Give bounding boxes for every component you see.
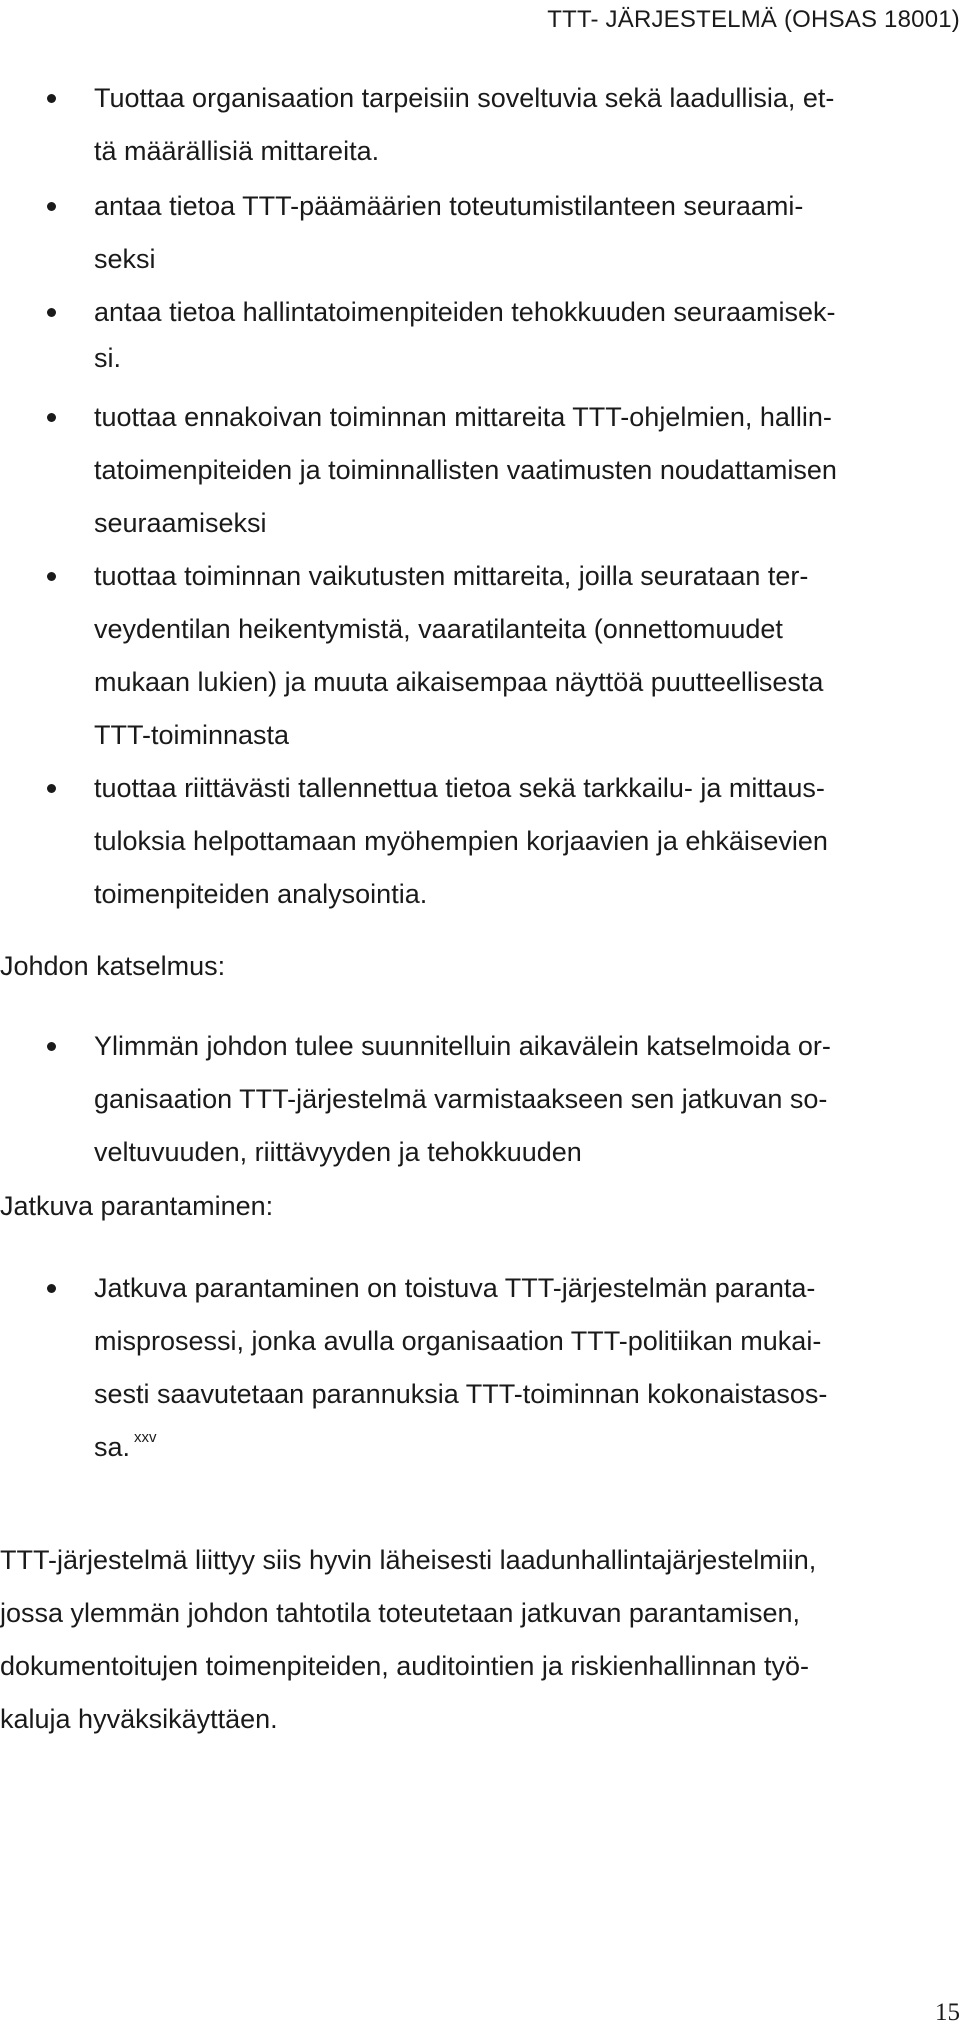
page-header: TTT- JÄRJESTELMÄ (OHSAS 18001) bbox=[547, 6, 960, 33]
list-item-line: Ylimmän johdon tulee suunnitelluin aikavälein katselmoida or- bbox=[94, 1031, 831, 1061]
list-item-line: sesti saavutetaan parannuksia TTT-toiminnan kokonaistasos- bbox=[94, 1379, 828, 1409]
summary-paragraph bbox=[0, 1534, 816, 1746]
list-item-line: toimenpiteiden analysointia. bbox=[94, 879, 428, 909]
list-item bbox=[0, 762, 955, 921]
footnote-reference[interactable]: xxv bbox=[134, 1429, 157, 1446]
list-item-line: si. bbox=[94, 343, 121, 373]
section-heading-continuous-improvement: Jatkuva parantaminen: bbox=[0, 1191, 274, 1221]
list-item bbox=[0, 550, 955, 762]
paragraph-line: kaluja hyväksikäyttäen. bbox=[0, 1704, 278, 1734]
section-heading-management-review: Johdon katselmus: bbox=[0, 951, 226, 981]
list-item-line: tuottaa toiminnan vaikutusten mittareita, joilla seurataan ter- bbox=[94, 561, 809, 591]
bullet-icon bbox=[47, 413, 56, 422]
bullet-icon bbox=[47, 308, 56, 317]
list-item-line: tuloksia helpottamaan myöhempien korjaavien ja ehkäisevien bbox=[94, 826, 828, 856]
list-item-line: Jatkuva parantaminen on toistuva TTT-järjestelmän paranta- bbox=[94, 1273, 816, 1303]
list-item-line: tä määrällisiä mittareita. bbox=[94, 136, 380, 166]
list-item bbox=[0, 391, 955, 550]
metrics-bullet-list bbox=[0, 72, 955, 921]
list-item-line: tuottaa ennakoivan toiminnan mittareita TTT-ohjelmien, hallin- bbox=[94, 402, 832, 432]
page-number: 15 bbox=[935, 1999, 960, 2026]
list-item-line: misprosessi, jonka avulla organisaation TTT-politiikan mukai- bbox=[94, 1326, 822, 1356]
list-item bbox=[0, 180, 955, 286]
list-item-line: veydentilan heikentymistä, vaaratilanteita (onnettomuudet bbox=[94, 614, 783, 644]
list-item bbox=[0, 72, 955, 178]
list-item-line: seuraamiseksi bbox=[94, 508, 267, 538]
list-item-line bbox=[94, 1421, 955, 1478]
paragraph-line: dokumentoitujen toimenpiteiden, auditointien ja riskienhallinnan työ- bbox=[0, 1651, 810, 1681]
bullet-icon bbox=[47, 202, 56, 211]
list-item-line: seksi bbox=[94, 244, 156, 274]
list-item-line: ganisaation TTT-järjestelmä varmistaakseen sen jatkuvan so- bbox=[94, 1084, 828, 1114]
list-item-line-text: sa. bbox=[94, 1432, 131, 1462]
list-item-line: tatoimenpiteiden ja toiminnallisten vaatimusten noudattamisen bbox=[94, 455, 837, 485]
bullet-icon bbox=[47, 1042, 56, 1051]
bullet-icon bbox=[47, 1284, 56, 1293]
bullet-icon bbox=[47, 94, 56, 103]
bullet-icon bbox=[47, 572, 56, 581]
list-item-line: antaa tietoa hallintatoimenpiteiden tehokkuuden seuraamisek- bbox=[94, 297, 836, 327]
continuous-improvement-list bbox=[0, 1262, 955, 1478]
list-item bbox=[0, 1262, 955, 1478]
list-item bbox=[0, 286, 955, 377]
list-item-line: mukaan lukien) ja muuta aikaisempaa näyttöä puutteellisesta bbox=[94, 667, 824, 697]
list-item bbox=[0, 1020, 955, 1179]
management-review-list bbox=[0, 1020, 955, 1179]
list-item-line: veltuvuuden, riittävyyden ja tehokkuuden bbox=[94, 1137, 582, 1167]
bullet-icon bbox=[47, 784, 56, 793]
list-item-line: tuottaa riittävästi tallennettua tietoa sekä tarkkailu- ja mittaus- bbox=[94, 773, 825, 803]
paragraph-line: jossa ylemmän johdon tahtotila toteutetaan jatkuvan parantamisen, bbox=[0, 1598, 800, 1628]
list-item-line: antaa tietoa TTT-päämäärien toteutumistilanteen seuraami- bbox=[94, 191, 804, 221]
paragraph-line: TTT-järjestelmä liittyy siis hyvin läheisesti laadunhallintajärjestelmiin, bbox=[0, 1545, 817, 1575]
list-item-line: Tuottaa organisaation tarpeisiin soveltuvia sekä laadullisia, et- bbox=[94, 83, 835, 113]
list-item-line: TTT-toiminnasta bbox=[94, 720, 290, 750]
